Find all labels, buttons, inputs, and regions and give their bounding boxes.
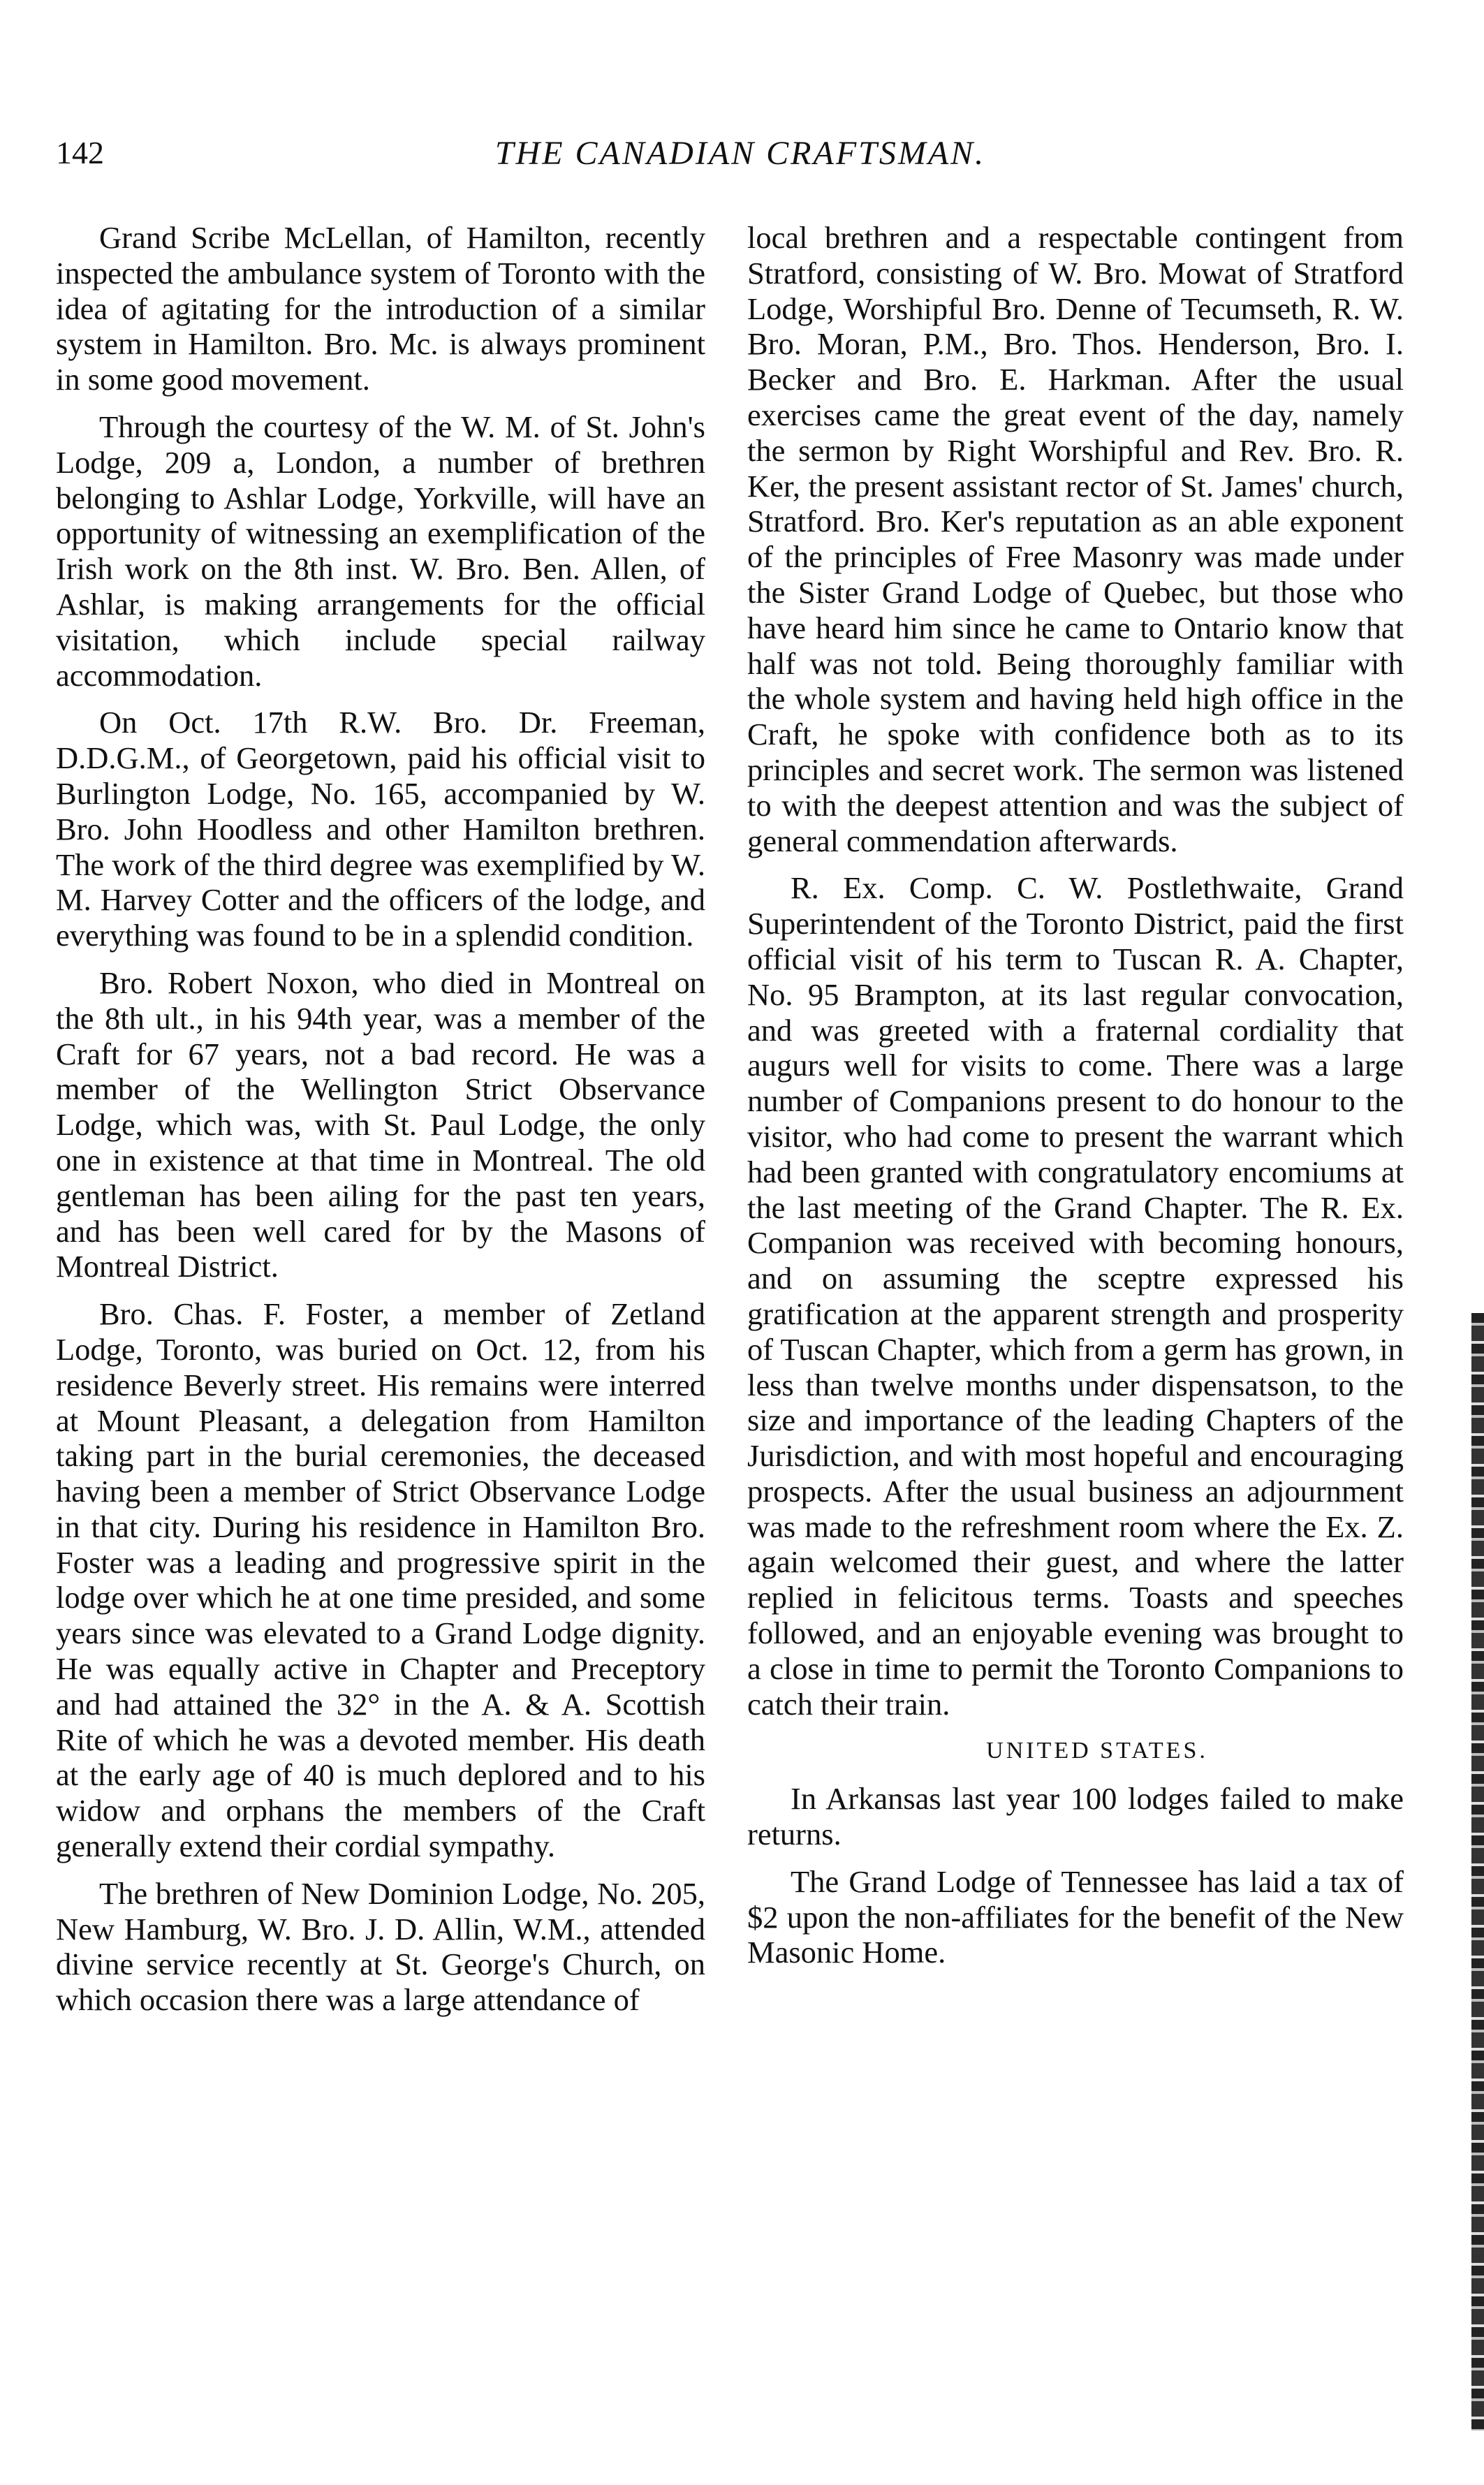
paragraph-tuscan-chapter: R. Ex. Comp. C. W. Postlethwaite, Grand Superintendent of the Toronto District, paid the first official visit of his term to Tuscan R. A. Chapter, No. 95 Brampton, at its last regular convocation, and was greeted with a fraternal cordiality that augurs well for visits to come. There was a large number of Companions present to do honour to the visitor, who had come to present the warrant which had been granted with congratulatory encomiums at the last meeting of the Grand Chapter. The R. Ex. Companion was received with becoming honours, and on assuming the sceptre expressed his gratification at the apparent strength and prosperity of Tuscan Chapter, which from a germ has grown, in less than twelve months under dispensatson, to the size and importance of the leading Chapters of the Jurisdiction, and with most hopeful and encouraging prospects. After the usual business an adjournment was made to the refreshment room where the Ex. Z. again welcomed their guest, and where the latter replied in felicitous terms. Toasts and speeches followed, and an enjoyable evening was brought to a close in time to permit the Toronto Companions to catch their train. [747,870,1404,1722]
paragraph-ashlar-lodge: Through the courtesy of the W. M. of St. John's Lodge, 209 a, London, a number of brethren belonging to Ashlar Lodge, Yorkville, will have an opportunity of witnessing an exemplification of the Irish work on the 8th inst. W. Bro. Ben. Allen, of Ashlar, is making arrangements for the official visitation, which include special railway accommodation. [56,409,705,693]
paragraph-tennessee: The Grand Lodge of Tennessee has laid a tax of $2 upon the non-affiliates for the benefit of the New Masonic Home. [747,1863,1404,1970]
paragraph-new-dominion-lodge: The brethren of New Dominion Lodge, No. 205, New Hamburg, W. Bro. J. D. Allin, W.M., attended divine service recently at St. George's Church, on which occasion there was a large attendance of [56,1875,705,2018]
left-column [56,220,705,2030]
paragraph-stratford-sermon: local brethren and a respectable contingent from Stratford, consisting of W. Bro. Mowat of Stratford Lodge, Worshipful Bro. Denne of Tecumseth, R. W. Bro. Moran, P.M., Bro. Thos. Henderson, Bro. I. Becker and Bro. E. Harkman. After the usual exercises came the great event of the day, namely the sermon by Right Worshipful and Rev. Bro. R. Ker, the present assistant rector of St. James' church, Stratford. Bro. Ker's reputation as an able exponent of the principles of Free Masonry was made under the Sister Grand Lodge of Quebec, but those who have heard him since he came to Ontario know that half was not told. Being thoroughly familiar with the whole system and having held high office in the Craft, he spoke with confidence both as to its principles and secret work. The sermon was listened to with the deepest attention and was the subject of general commendation afterwards. [747,220,1404,858]
page-number: 142 [56,135,104,170]
paragraph-robert-noxon: Bro. Robert Noxon, who died in Montreal on the 8th ult., in his 94th year, was a member of the Craft for 67 years, not a bad record. He was a member of the Wellington Strict Observance Lodge, which was, with St. Paul Lodge, the only one in existence at that time in Montreal. The old gentleman has been ailing for the past ten years, and has been well cared for by the Masons of Montreal District. [56,965,705,1284]
paragraph-ambulance: Grand Scribe McLellan, of Hamilton, recently inspected the ambulance system of Toronto with the idea of agitating for the introduction of a similar system in Hamilton. Bro. Mc. is always prominent in some good movement. [56,220,705,397]
running-title: THE CANADIAN CRAFTSMAN. [494,135,986,172]
right-column [747,220,1404,1982]
paragraph-chas-foster: Bro. Chas. F. Foster, a member of Zetland Lodge, Toronto, was buried on Oct. 12, from his residence Beverly street. His remains were interred at Mount Pleasant, a delegation from Hamilton taking part in the burial ceremonies, the deceased having been a member of Strict Observance Lodge in that city. During his residence in Hamilton Bro. Foster was a leading and progressive spirit in the lodge over which he at one time presided, and some years since was elevated to a Grand Lodge dignity. He was equally active in Chapter and Preceptory and had attained the 32° in the A. & A. Scottish Rite of which he was a devoted member. His death at the early age of 40 is much deplored and to his widow and orphans the members of the Craft generally extend their cordial sympathy. [56,1296,705,1864]
paragraph-burlington-lodge: On Oct. 17th R.W. Bro. Dr. Freeman, D.D.G.M., of Georgetown, paid his official visit to Burlington Lodge, No. 165, accompanied by W. Bro. John Hoodless and other Hamilton brethren. The work of the third degree was exemplified by W. M. Harvey Cotter and the officers of the lodge, and everything was found to be in a splendid condition. [56,705,705,953]
paragraph-arkansas: In Arkansas last year 100 lodges failed to make returns. [747,1781,1404,1852]
page-edge-shadow [1471,1313,1484,2431]
page-header [56,134,1425,183]
section-heading-united-states: UNITED STATES. [986,1738,1208,1764]
